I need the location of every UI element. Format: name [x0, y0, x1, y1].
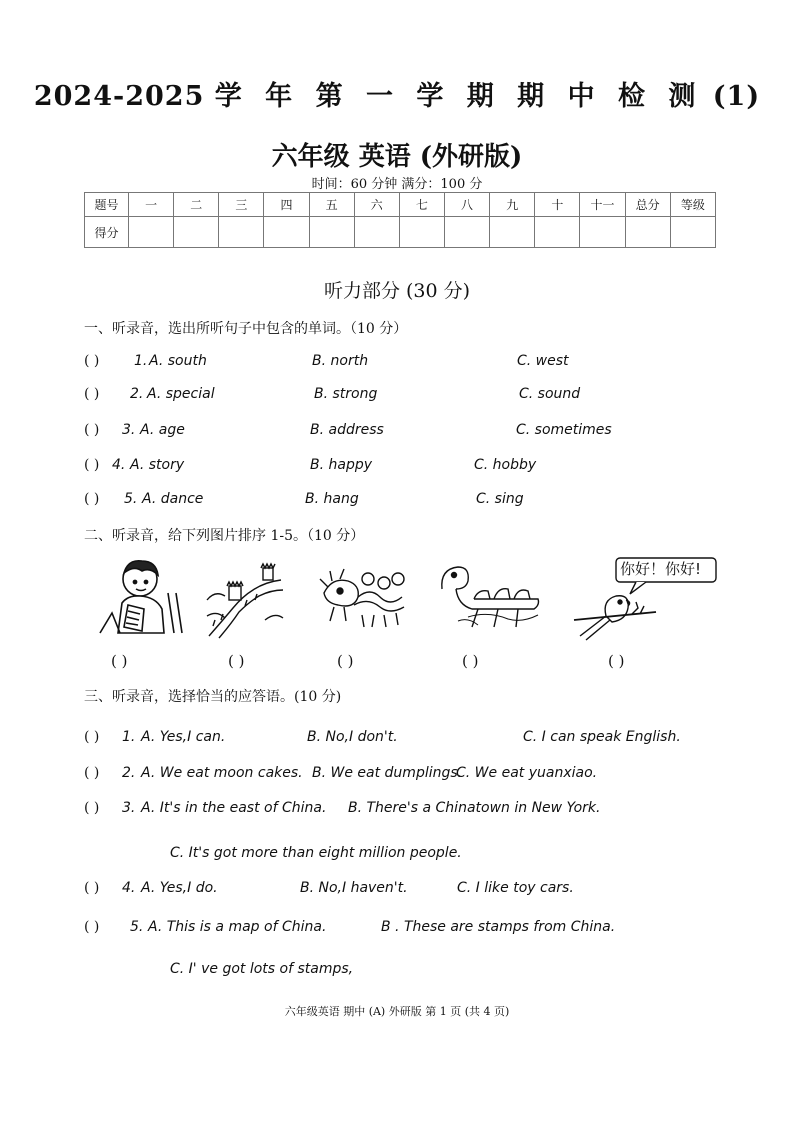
answer-blank[interactable]: ( ) [84, 386, 100, 402]
score-value-row [85, 217, 716, 248]
great-wall-picture [205, 560, 285, 640]
picture-order-blank-3[interactable]: ( ) [337, 652, 354, 670]
answer-blank[interactable]: ( ) [84, 457, 100, 473]
score-cell[interactable] [444, 217, 489, 248]
option-a: A. It's in the east of China. [141, 800, 327, 816]
option-b: B . These are stamps from China. [381, 919, 616, 935]
score-cell[interactable] [670, 217, 715, 248]
dragon-boat-picture [438, 559, 542, 633]
score-cell[interactable] [264, 217, 309, 248]
score-cell[interactable] [174, 217, 219, 248]
option-c: C. sing [476, 491, 524, 507]
answer-blank[interactable]: ( ) [84, 919, 100, 935]
exam-subtitle: 六年级 英语 (外研版) [271, 142, 523, 172]
option-a: A. story [130, 457, 185, 473]
score-header-cell: 一 [129, 193, 174, 217]
title-year: 2024-2025 [33, 81, 205, 112]
question-number: 2. [122, 765, 136, 781]
score-header-cell: 三 [219, 193, 264, 217]
answer-blank[interactable]: ( ) [84, 729, 100, 745]
score-cell[interactable] [219, 217, 264, 248]
score-header-cell: 八 [444, 193, 489, 217]
option-c: C. hobby [474, 457, 537, 473]
option-c: C. sometimes [516, 422, 612, 438]
question-number: 3. [122, 800, 136, 816]
title-text: 学 年 第 一 学 期 期 中 检 测 [214, 81, 703, 112]
score-header-cell: 六 [354, 193, 399, 217]
option-b: B. No,I don't. [307, 729, 398, 745]
question-number: 4. [122, 880, 136, 896]
score-header-cell: 等级 [670, 193, 715, 217]
question-number: 4. [112, 457, 126, 473]
option-a: A. special [147, 386, 215, 402]
boy-reading-picture [98, 553, 184, 635]
picture-order-blank-5[interactable]: ( ) [608, 652, 625, 670]
score-header-cell: 四 [264, 193, 309, 217]
option-a: A. age [140, 422, 185, 438]
picture-order-blank-1[interactable]: ( ) [111, 652, 128, 670]
page-footer: 六年级英语 期中 (A) 外研版 第 1 页 (共 4 页) [284, 1005, 510, 1018]
score-header-cell: 十 [535, 193, 580, 217]
score-header-cell: 总分 [625, 193, 670, 217]
exam-meta: 时间：60 分钟 满分：100 分 [311, 177, 483, 192]
answer-blank[interactable]: ( ) [84, 422, 100, 438]
option-c: C. It's got more than eight million people. [170, 845, 462, 861]
exam-title [0, 74, 794, 113]
answer-blank[interactable]: ( ) [84, 765, 100, 781]
option-a: A. We eat moon cakes. [141, 765, 303, 781]
option-a: A. south [149, 353, 207, 369]
option-c: C. sound [519, 386, 581, 402]
part2-heading: 二、听录音，给下列图片排序 1-5。（10 分） [84, 528, 365, 544]
score-table [84, 192, 716, 248]
option-c: C. We eat yuanxiao. [456, 765, 598, 781]
question-number: 1. [134, 353, 148, 369]
option-b: B. There's a Chinatown in New York. [348, 800, 601, 816]
question-number: 2. [130, 386, 144, 402]
option-b: B. happy [310, 457, 373, 473]
option-a: A. dance [142, 491, 204, 507]
score-header-cell: 题号 [85, 193, 129, 217]
score-header-cell: 九 [490, 193, 535, 217]
score-cell[interactable] [309, 217, 354, 248]
option-b: B. We eat dumplings. [312, 765, 463, 781]
picture-order-blank-2[interactable]: ( ) [228, 652, 245, 670]
option-b: B. hang [305, 491, 359, 507]
title-num: (1) [712, 81, 761, 112]
score-cell[interactable] [399, 217, 444, 248]
score-row-label: 得分 [85, 217, 129, 248]
option-c: C. I' ve got lots of stamps, [170, 961, 354, 977]
parrot-speech: 你好！你好! [620, 560, 702, 578]
answer-blank[interactable]: ( ) [84, 880, 100, 896]
option-b: B. No,I haven't. [300, 880, 408, 896]
option-c: C. west [517, 353, 569, 369]
score-cell[interactable] [535, 217, 580, 248]
option-c: C. I can speak English. [523, 729, 681, 745]
option-a: A. This is a map of China. [148, 919, 327, 935]
score-cell[interactable] [129, 217, 174, 248]
question-number: 3. [122, 422, 136, 438]
option-b: B. north [312, 353, 369, 369]
score-header-cell: 二 [174, 193, 219, 217]
option-a: A. Yes,I do. [141, 880, 218, 896]
question-number: 1. [122, 729, 136, 745]
answer-blank[interactable]: ( ) [84, 800, 100, 816]
part1-heading: 一、听录音，选出所听句子中包含的单词。（10 分） [84, 321, 408, 337]
option-a: A. Yes,I can. [141, 729, 226, 745]
score-header-cell: 七 [399, 193, 444, 217]
score-header-cell: 五 [309, 193, 354, 217]
option-b: B. address [310, 422, 384, 438]
question-number: 5. [130, 919, 144, 935]
section-title: 听力部分 (30 分) [323, 280, 471, 302]
score-cell[interactable] [625, 217, 670, 248]
dragon-dance-picture [318, 557, 408, 631]
option-c: C. I like toy cars. [457, 880, 574, 896]
question-number: 5. [124, 491, 138, 507]
part3-heading: 三、听录音，选择恰当的应答语。(10 分) [84, 689, 342, 705]
score-cell[interactable] [354, 217, 399, 248]
option-b: B. strong [314, 386, 378, 402]
score-header-row [85, 193, 716, 217]
answer-blank[interactable]: ( ) [84, 353, 100, 369]
picture-order-blank-4[interactable]: ( ) [462, 652, 479, 670]
score-cell[interactable] [580, 217, 625, 248]
score-header-cell: 十一 [580, 193, 625, 217]
answer-blank[interactable]: ( ) [84, 491, 100, 507]
score-cell[interactable] [490, 217, 535, 248]
